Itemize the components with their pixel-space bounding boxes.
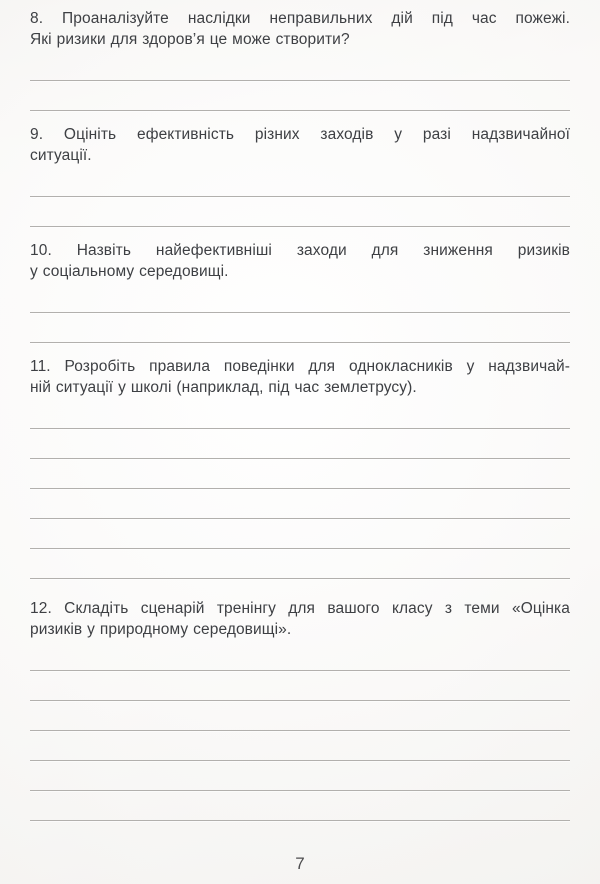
answer-line xyxy=(30,641,570,671)
answer-line xyxy=(30,429,570,459)
answer-line xyxy=(30,701,570,731)
question-block-8 xyxy=(30,9,570,111)
answer-lines xyxy=(30,51,570,111)
answer-lines xyxy=(30,641,570,821)
question-block-12 xyxy=(30,599,570,821)
question-text: ній ситуації у школі (наприклад, під час землетрусу). xyxy=(30,378,417,396)
question-block-9 xyxy=(30,125,570,227)
answer-line xyxy=(30,791,570,821)
answer-lines xyxy=(30,167,570,227)
question-block-10 xyxy=(30,241,570,343)
question-text: 11. Розробіть правила поведінки для однокласників у надзвичай- xyxy=(30,358,570,375)
answer-line xyxy=(30,519,570,549)
question-text: 8. Проаналізуйте наслідки неправильних дій під час пожежі. xyxy=(30,10,570,27)
answer-line xyxy=(30,81,570,111)
answer-line xyxy=(30,731,570,761)
question-text: ситуації. xyxy=(30,146,92,164)
answer-line xyxy=(30,489,570,519)
answer-lines xyxy=(30,283,570,343)
question-block-11 xyxy=(30,357,570,579)
answer-line xyxy=(30,197,570,227)
answer-line xyxy=(30,761,570,791)
answer-line xyxy=(30,549,570,579)
question-text: Які ризики для здоров’я це може створити? xyxy=(30,30,350,48)
answer-lines xyxy=(30,399,570,579)
question-text: 12. Складіть сценарій тренінгу для вашого класу з теми «Оцінка xyxy=(30,600,570,617)
page-number: 7 xyxy=(295,854,305,873)
question-text: ризиків у природному середовищі». xyxy=(30,620,292,638)
answer-line xyxy=(30,283,570,313)
answer-line xyxy=(30,313,570,343)
answer-line xyxy=(30,51,570,81)
answer-line xyxy=(30,399,570,429)
answer-line xyxy=(30,459,570,489)
answer-line xyxy=(30,671,570,701)
question-text: у соціальному середовищі. xyxy=(30,262,229,280)
answer-line xyxy=(30,167,570,197)
question-text: 9. Оцініть ефективність різних заходів у разі надзвичайної xyxy=(30,126,570,143)
question-text: 10. Назвіть найефективніші заходи для зниження ризиків xyxy=(30,242,570,259)
